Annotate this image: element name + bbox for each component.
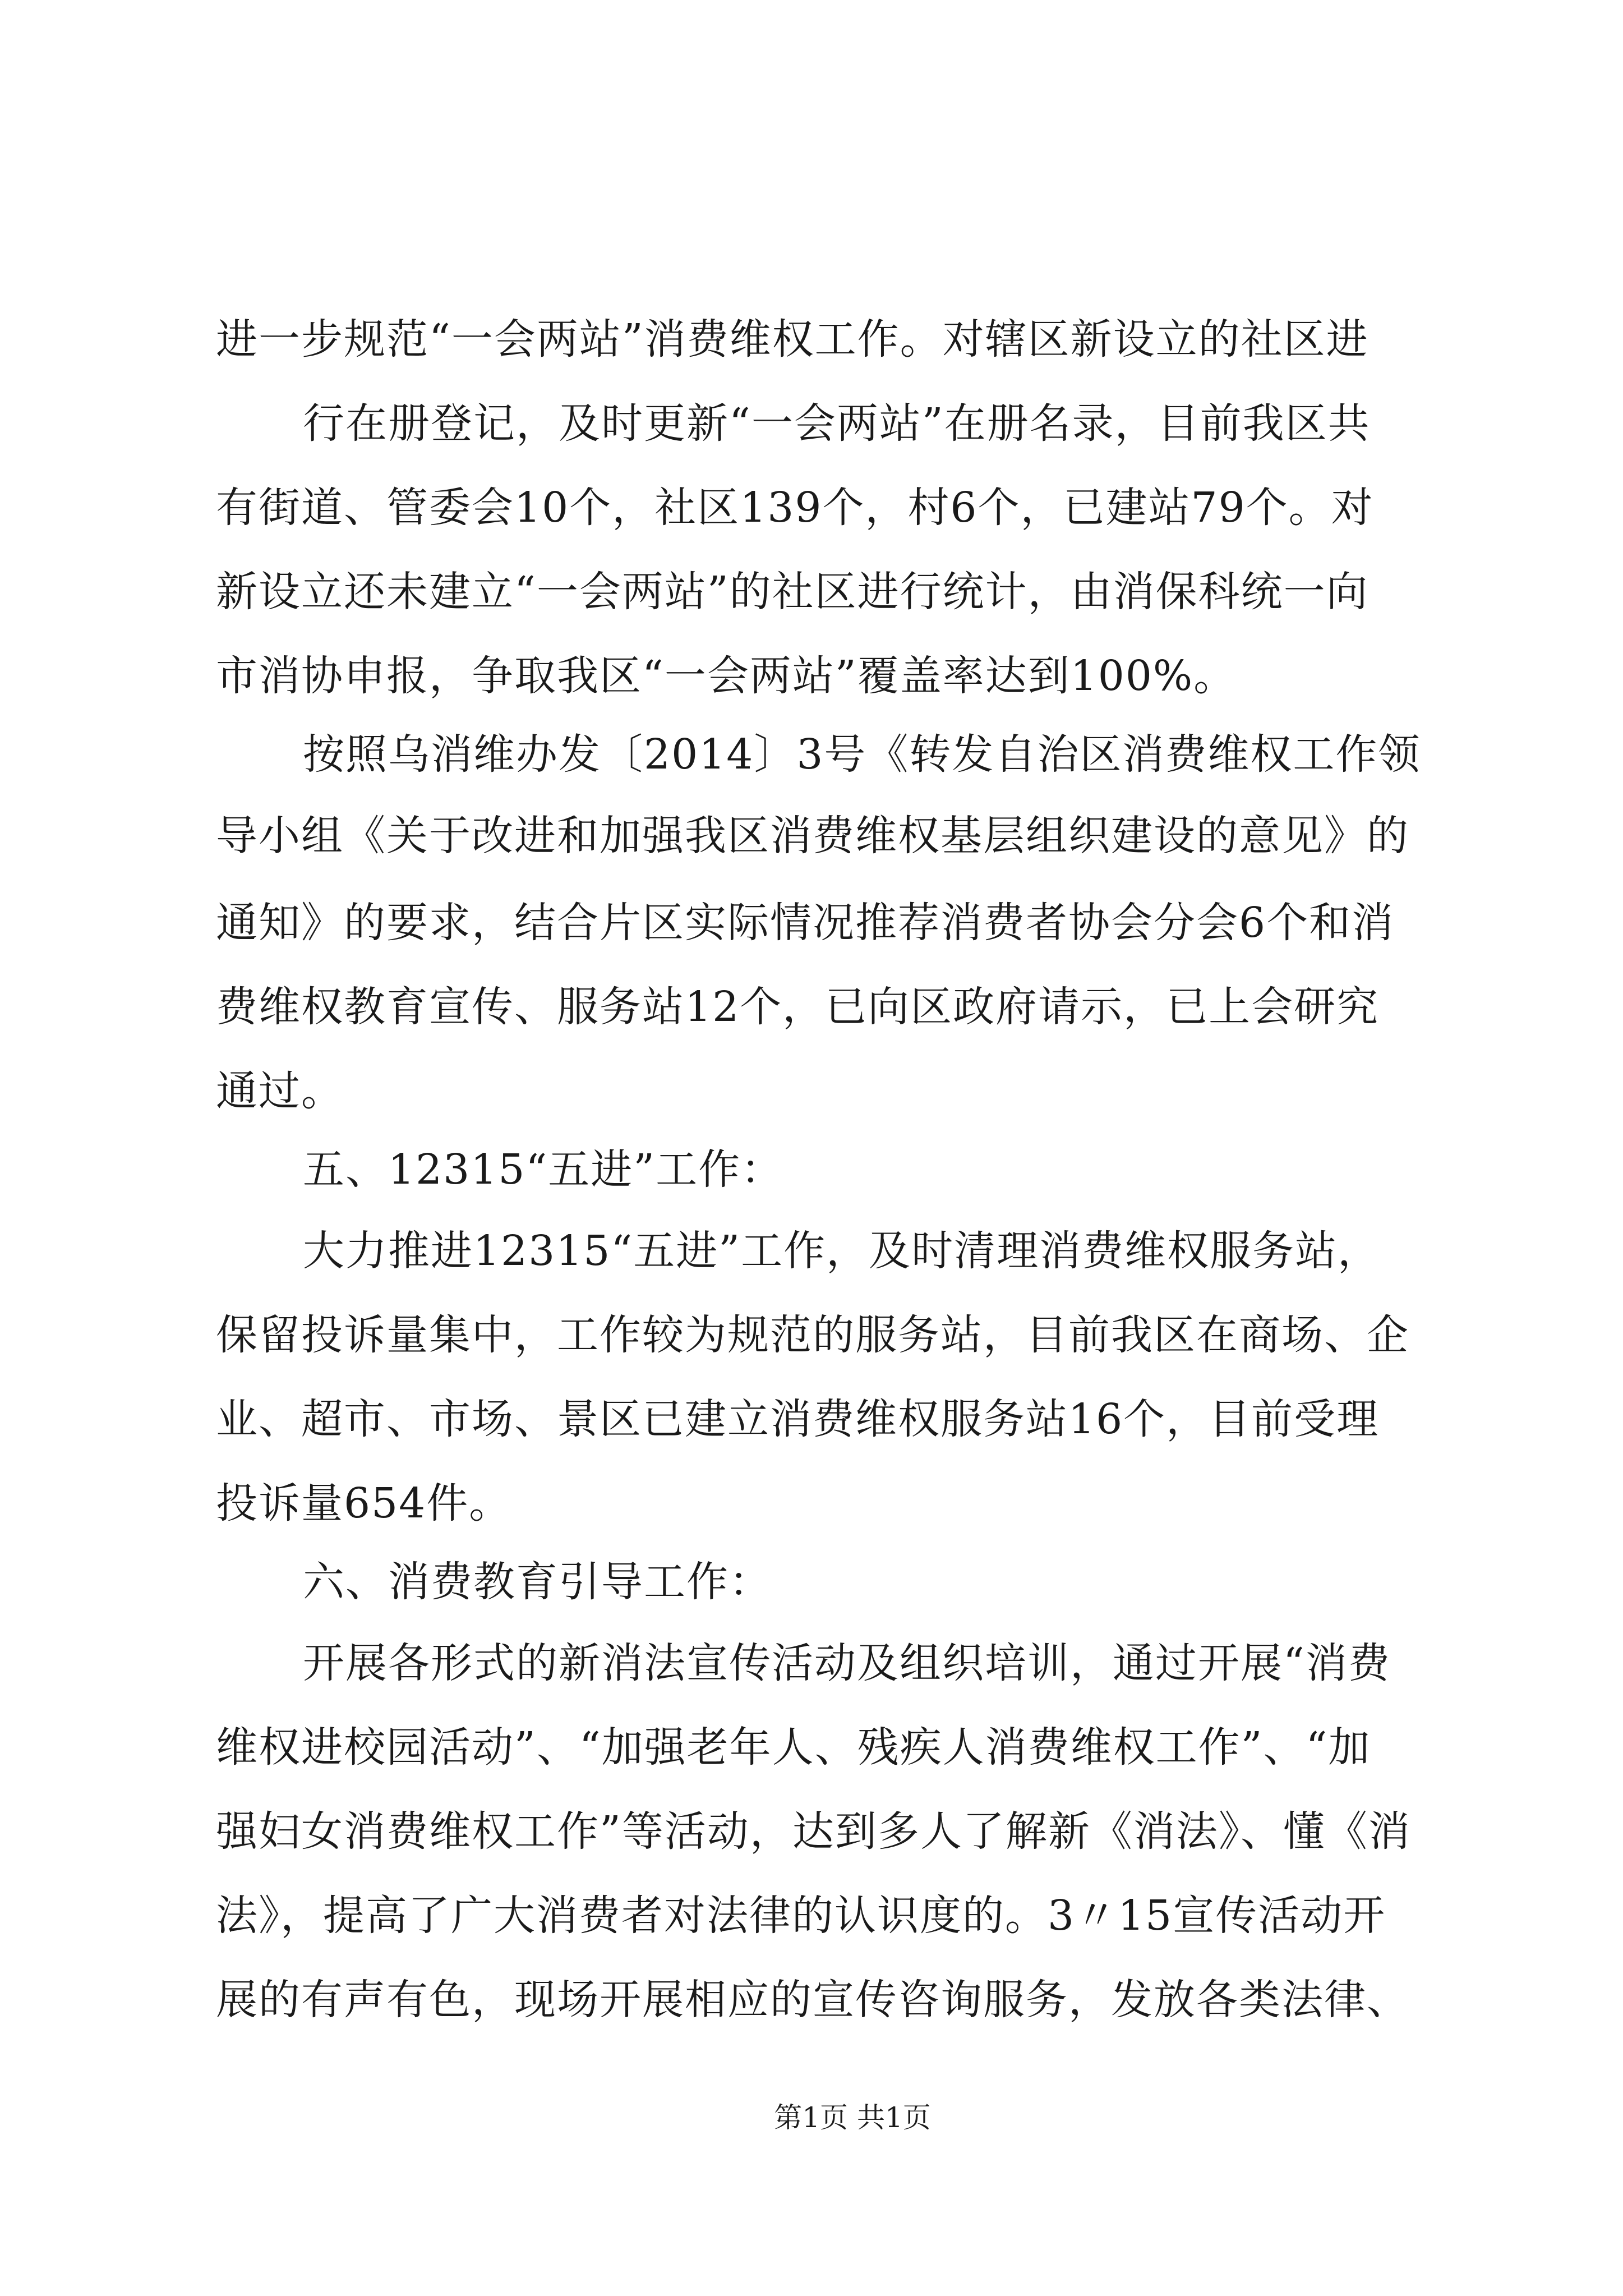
- body-line: 费维权教育宣传、服务站12个，已向区政府请示，已上会研究: [216, 983, 1380, 1031]
- body-line: 市消协申报，争取我区“一会两站”覆盖率达到100%。: [216, 652, 1237, 700]
- section-heading: 六、消费教育引导工作：: [303, 1558, 772, 1606]
- body-line: 有街道、管委会10个，社区139个，村6个，已建站79个。对: [216, 484, 1374, 532]
- body-line: 进一步规范“一会两站”消费维权工作。对辖区新设立的社区进: [216, 315, 1369, 364]
- body-line: 维权进校园活动”、“加强老年人、残疾人消费维权工作”、“加: [216, 1723, 1371, 1772]
- page-footer: 第1页 共1页: [774, 2101, 931, 2134]
- body-line: 开展各形式的新消法宣传活动及组织培训，通过开展“消费: [303, 1639, 1391, 1687]
- section-heading: 五、12315“五进”工作：: [303, 1145, 784, 1194]
- body-line: 业、超市、市场、景区已建立消费维权服务站16个，目前受理: [216, 1395, 1380, 1443]
- body-line: 展的有声有色，现场开展相应的宣传咨询服务，发放各类法律、: [216, 1976, 1409, 2024]
- body-line: 新设立还未建立“一会两站”的社区进行统计，由消保科统一向: [216, 568, 1369, 616]
- body-line: 导小组《关于改进和加强我区消费维权基层组织建设的意见》的: [216, 812, 1409, 860]
- body-line: 行在册登记，及时更新“一会两站”在册名录，目前我区共: [303, 399, 1371, 448]
- body-line: 按照乌消维办发〔2014〕3号《转发自治区消费维权工作领: [303, 730, 1421, 779]
- body-line: 大力推进12315“五进”工作，及时清理消费维权服务站，: [303, 1227, 1381, 1275]
- body-line: 保留投诉量集中，工作较为规范的服务站，目前我区在商场、企: [216, 1311, 1409, 1359]
- body-line: 投诉量654件。: [216, 1479, 512, 1527]
- body-line: 强妇女消费维权工作”等活动，达到多人了解新《消法》、懂《消: [216, 1807, 1411, 1856]
- body-line: 通过。: [216, 1067, 344, 1115]
- body-line: 法》，提高了广大消费者对法律的认识度的。3〃15宣传活动开: [216, 1892, 1386, 1940]
- body-line: 通知》的要求，结合片区实际情况推荐消费者协会分会6个和消: [216, 899, 1395, 947]
